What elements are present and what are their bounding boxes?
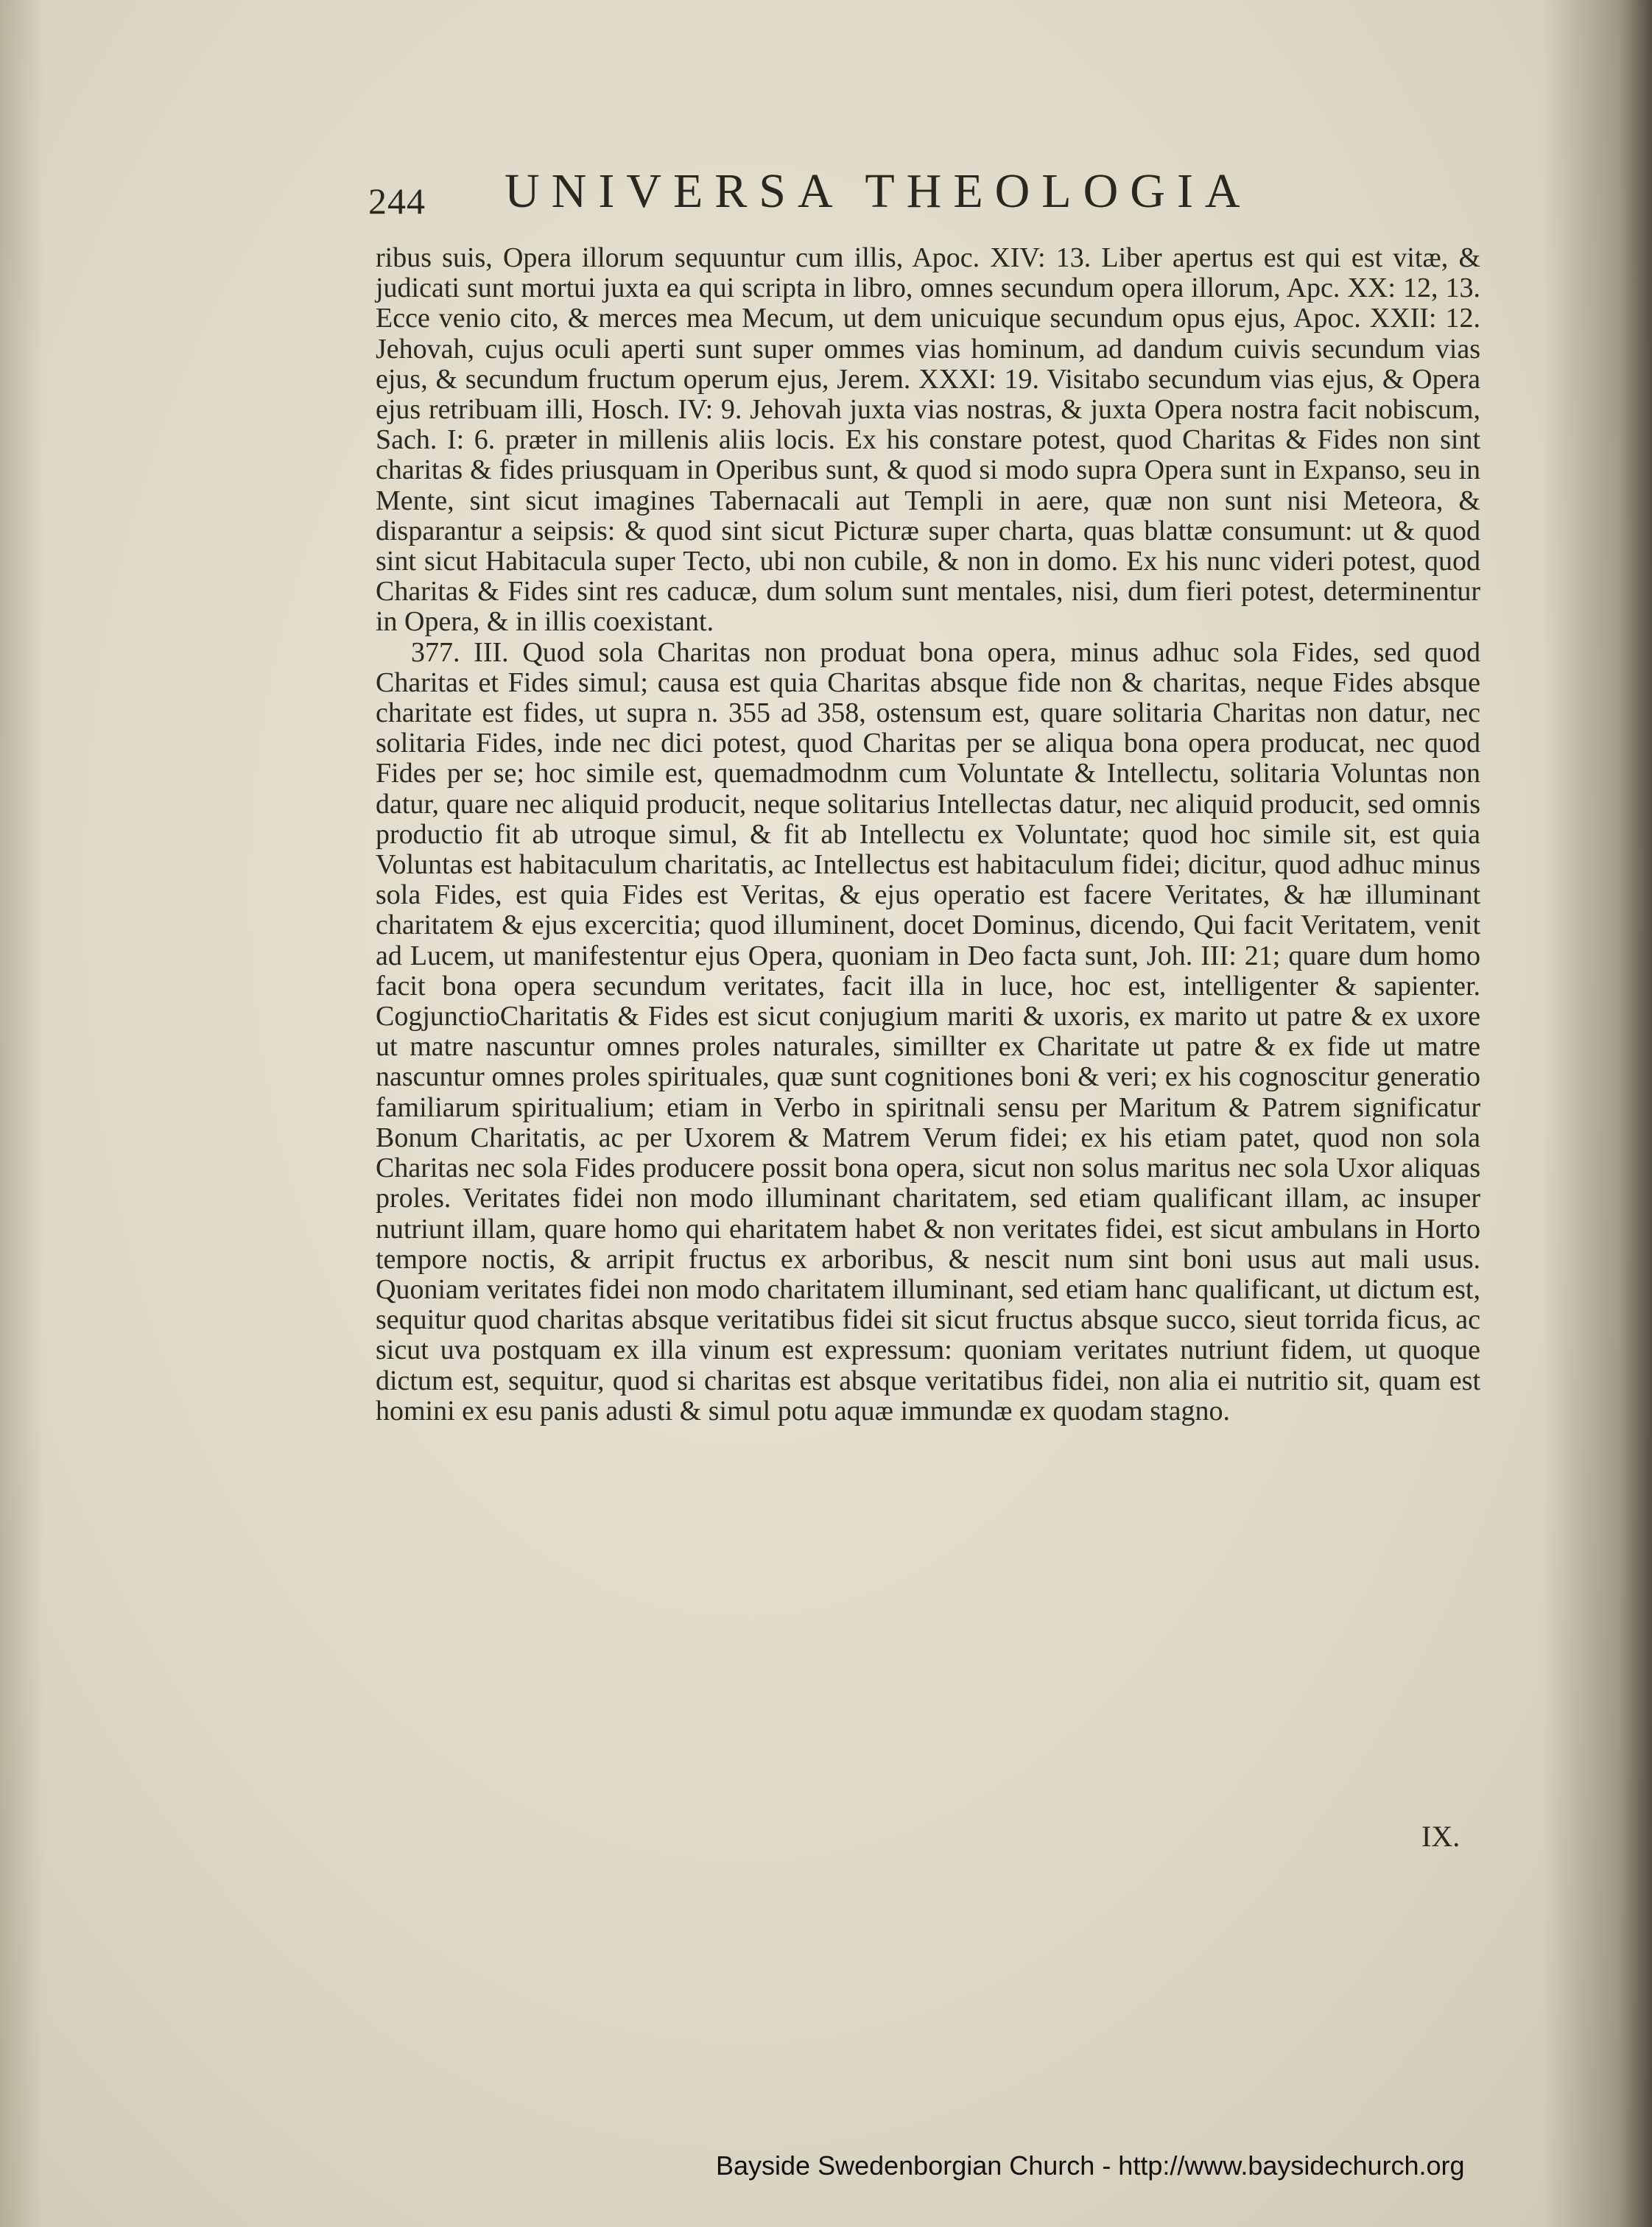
- catchword: IX.: [1421, 1820, 1461, 1853]
- watermark-text: Bayside Swedenborgian Church - http://www.baysidechurch.org: [716, 2150, 1465, 2181]
- body-text: [376, 243, 1480, 1426]
- paragraph: 377. III. Quod sola Charitas non produat bona opera, minus adhuc sola Fides, sed quod Charitas et Fides simul; causa est quia Charitas absque fide non & charitas, neque Fides absque charitate est fides, ut supra n. 355 ad 358, ostensum est, quare solitaria Charitas non datur, nec solitaria Fides, inde nec dici potest, quod Charitas per se aliqua bona opera producat, nec quod Fides per se; hoc simile est, quemadmodnm cum Voluntate & Intellectu, solitaria Voluntas non datur, quare nec aliquid producit, neque solitarius Intellectas datur, nec aliquid producit, sed omnis productio fit ab utroque simul, & fit ab Intellectu ex Voluntate; quod hoc simile sit, est quia Voluntas est habitaculum charitatis, ac Intellectus est habitaculum fidei; dicitur, quod adhuc minus sola Fides, est quia Fides est Veritas, & ejus operatio est facere Veritates, & hæ illuminant charitatem & ejus excercitia; quod illuminent, docet Dominus, dicendo, Qui facit Veritatem, venit ad Lucem, ut manifestentur ejus Opera, quoniam in Deo facta sunt, Joh. III: 21; quare dum homo facit bona opera secundum veritates, facit illa in luce, hoc est, intelligenter & sapienter. CogjunctioCharitatis & Fides est sicut conjugium mariti & uxoris, ex marito ut patre & ex uxore ut matre nascuntur omnes proles naturales, simillter ex Charitate ut patre & ex fide ut matre nascuntur omnes proles spirituales, quæ sunt cognitiones boni & veri; ex his cognoscitur generatio familiarum spiritualium; etiam in Verbo in spiritnali sensu per Maritum & Patrem significatur Bonum Charitatis, ac per Uxorem & Matrem Verum fidei; ex his etiam patet, quod non sola Charitas nec sola Fides producere possit bona opera, sicut non solus maritus nec sola Uxor aliquas proles. Veritates fidei non modo illuminant charitatem, sed etiam qualificant illam, ac insuper nutriunt illam, quare homo qui eharitatem habet & non veritates fidei, est sicut ambulans in Horto tempore noctis, & arripit fructus ex arboribus, & nescit num sint boni usus aut mali usus. Quoniam veritates fidei non modo charitatem illuminant, sed etiam hanc qualificant, ut dictum est, sequitur quod charitas absque veritatibus fidei sit sicut fructus absque succo, sieut torrida ficus, ac sicut uva postquam ex illa vinum est expressum: quoniam veritates nutriunt fidem, ut quoque dictum est, sequitur, quod si charitas est absque veritatibus fidei, non alia ei nutritio sit, quam est homini ex esu panis adusti & simul potu aquæ immundæ ex quodam stagno.: [376, 636, 1480, 1426]
- binding-shadow: [1542, 0, 1652, 2227]
- page-header: [368, 163, 1348, 222]
- paragraph: ribus suis, Opera illorum sequuntur cum illis, Apoc. XIV: 13. Liber apertus est qui est vitæ, & judicati sunt mortui juxta ea qui scripta in libro, omnes secundum opera illorum, Apc. XX: 12, 13. Ecce venio cito, & merces mea Mecum, ut dem unicuique secundum opus ejus, Apoc. XXII: 12. Jehovah, cujus oculi aperti sunt super ommes vias hominum, ad dandum cuivis secundum vias ejus, & secundum fructum operum ejus, Jerem. XXXI: 19. Visitabo secundum vias ejus, & Opera ejus retribuam illi, Hosch. IV: 9. Jehovah juxta vias nostras, & juxta Opera nostra facit nobiscum, Sach. I: 6. præter in millenis aliis locis. Ex his constare potest, quod Charitas & Fides non sint charitas & fides priusquam in Operibus sunt, & quod si modo supra Opera sunt in Expanso, seu in Mente, sint sicut imagines Tabernacali aut Templi in aere, quæ non sunt nisi Meteora, & disparantur a seipsis: & quod sint sicut Picturæ super charta, quas blattæ consumunt: ut & quod sint sicut Habitacula super Tecto, ubi non cubile, & non in domo. Ex his nunc videri potest, quod Charitas & Fides sint res caducæ, dum solum sunt mentales, nisi, dum fieri potest, determinentur in Opera, & in illis coexistant.: [376, 242, 1480, 638]
- bleed-through-shadow: [398, 1738, 1458, 1848]
- page-number: 244: [368, 180, 426, 222]
- page-shading: [0, 0, 44, 2227]
- running-title: UNIVERSA THEOLOGIA: [505, 164, 1252, 218]
